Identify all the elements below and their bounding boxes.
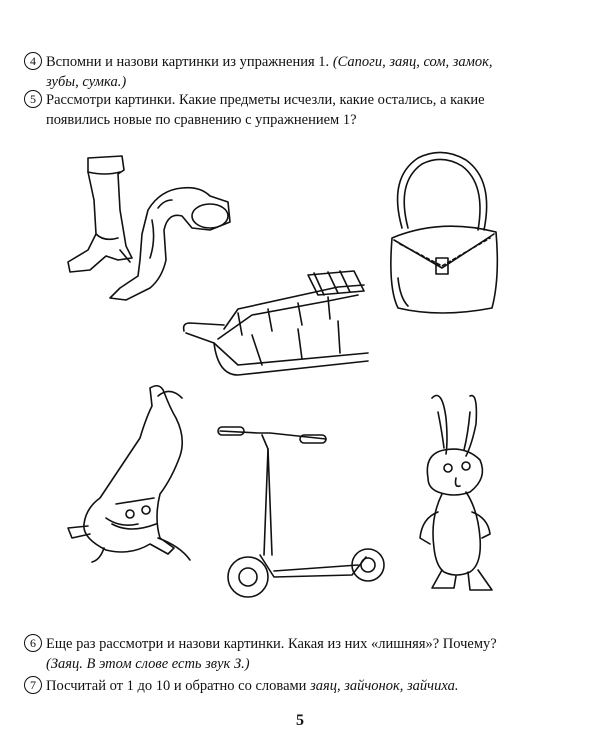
task-7-text: Посчитай от 1 до 10 и обратно со словами xyxy=(46,678,311,694)
task-4-text: Вспомни и назови картинки из упражнения 1. xyxy=(46,54,333,70)
handbag-icon xyxy=(380,148,505,318)
task-number-4: 4 xyxy=(24,52,42,70)
task-5 xyxy=(30,90,516,130)
hare-icon xyxy=(408,388,508,593)
task-7 xyxy=(30,676,516,696)
page-number: 5 xyxy=(296,712,304,729)
task-number-5: 5 xyxy=(24,90,42,108)
catfish-icon xyxy=(60,378,200,563)
scooter-icon xyxy=(218,425,388,600)
task-4 xyxy=(30,52,516,92)
task-7-words: заяц, зайчонок, зайчиха. xyxy=(310,678,459,694)
task-number-7: 7 xyxy=(24,676,42,694)
task-6-answer: (Заяц. В этом слове есть звук З.) xyxy=(46,656,250,672)
task-5-text: Рассмотри картинки. Какие предметы исчезли, какие остались, а какие появились новые по сравнению с упражнением 1? xyxy=(46,92,485,128)
task-number-6: 6 xyxy=(24,634,42,652)
task-6-text: Еще раз рассмотри и назови картинки. Какая из них «лишняя»? Почему? xyxy=(46,636,497,652)
task-4-answer: (Сапоги, заяц, сом, замок, зубы, сумка.) xyxy=(46,54,493,90)
sled-icon xyxy=(178,265,378,385)
task-6 xyxy=(30,634,516,674)
